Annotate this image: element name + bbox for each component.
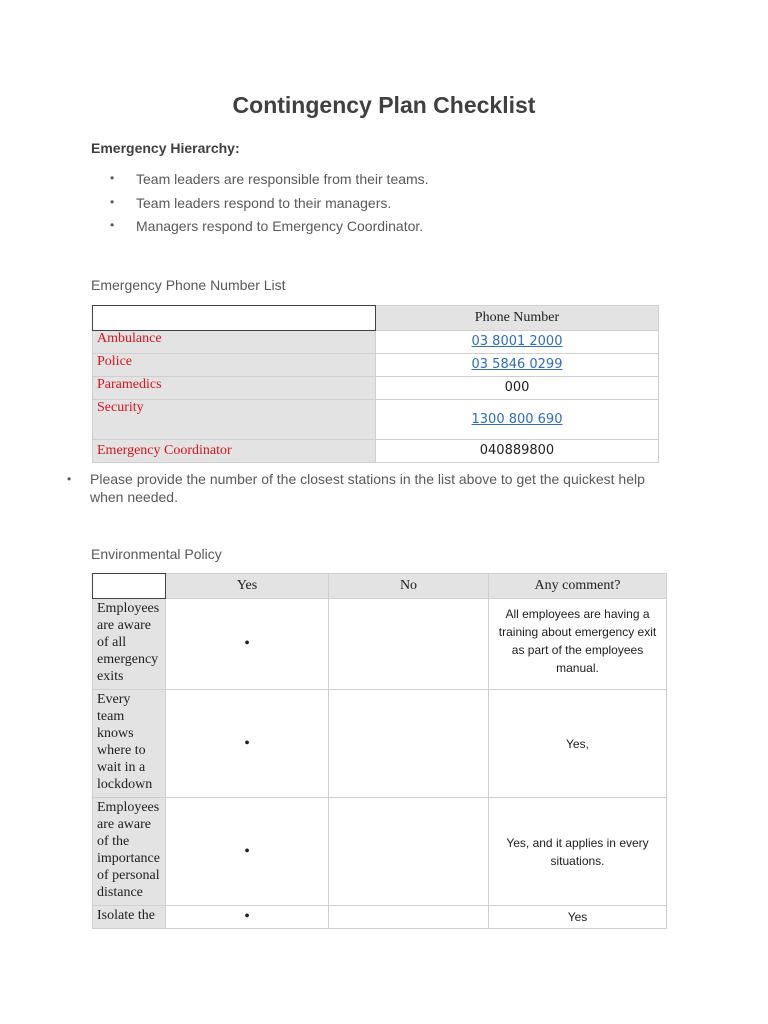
no-cell (329, 599, 489, 690)
no-cell (329, 906, 489, 929)
table-row (93, 400, 659, 440)
policy-item: Isolate the (93, 906, 166, 929)
table-row (93, 331, 659, 354)
table-row (93, 906, 667, 929)
phone-number: 000 (504, 380, 530, 395)
yes-mark: • (166, 798, 329, 906)
contact-name: Security (93, 400, 376, 440)
comment-cell: All employees are having a training about emergency exit as part of the employees manual. (489, 599, 667, 690)
contact-name: Ambulance (93, 331, 376, 354)
blank-header-cell (93, 306, 376, 331)
comment-cell: Yes, (489, 690, 667, 798)
phone-link[interactable]: 03 8001 2000 (471, 334, 563, 349)
yes-mark: • (166, 599, 329, 690)
contact-name: Emergency Coordinator (93, 440, 376, 463)
no-cell (329, 690, 489, 798)
no-cell (329, 798, 489, 906)
yes-mark: • (166, 906, 329, 929)
hierarchy-heading: Emergency Hierarchy: (91, 140, 240, 156)
table-row (93, 377, 659, 400)
bullet-icon: • (67, 472, 72, 486)
policy-item: Employees are aware of all emergency exits (93, 599, 166, 690)
list-item: • Managers respond to Emergency Coordinator. (110, 218, 424, 234)
contact-name: Paramedics (93, 377, 376, 400)
environmental-policy-label: Environmental Policy (91, 546, 222, 562)
column-header-comment: Any comment? (489, 574, 667, 599)
contact-name: Police (93, 354, 376, 377)
column-header-no: No (329, 574, 489, 599)
table-row (93, 798, 667, 906)
blank-header-cell (93, 574, 166, 599)
bullet-icon: • (110, 218, 115, 232)
table-row (93, 599, 667, 690)
page-title: Contingency Plan Checklist (232, 92, 536, 118)
hierarchy-list (110, 171, 429, 242)
comment-cell: Yes (489, 906, 667, 929)
phone-number-table (92, 305, 659, 463)
list-item: • Team leaders are responsible from their teams. (110, 171, 429, 187)
policy-item: Employees are aware of the importance of personal distance (93, 798, 166, 906)
table-row (93, 354, 659, 377)
bullet-icon: • (110, 194, 115, 209)
phone-link[interactable]: 1300 800 690 (471, 411, 563, 427)
phone-number-header: Phone Number (376, 306, 659, 331)
table-row (93, 690, 667, 798)
phone-number: 040889800 (479, 443, 555, 458)
yes-mark: • (166, 690, 329, 798)
environmental-policy-table (92, 573, 667, 929)
note-text: Please provide the number of the closest stations in the list above to get the quickest help when needed. (90, 471, 645, 505)
comment-cell: Yes, and it applies in every situations. (489, 798, 667, 906)
column-header-yes: Yes (166, 574, 329, 599)
policy-item: Every team knows where to wait in a lockdown (93, 690, 166, 798)
phone-list-label: Emergency Phone Number List (91, 277, 286, 293)
phone-link[interactable]: 03 5846 0299 (471, 357, 563, 372)
bullet-icon: • (110, 171, 115, 185)
list-item: • Team leaders respond to their managers. (110, 194, 392, 211)
table-row (93, 440, 659, 463)
